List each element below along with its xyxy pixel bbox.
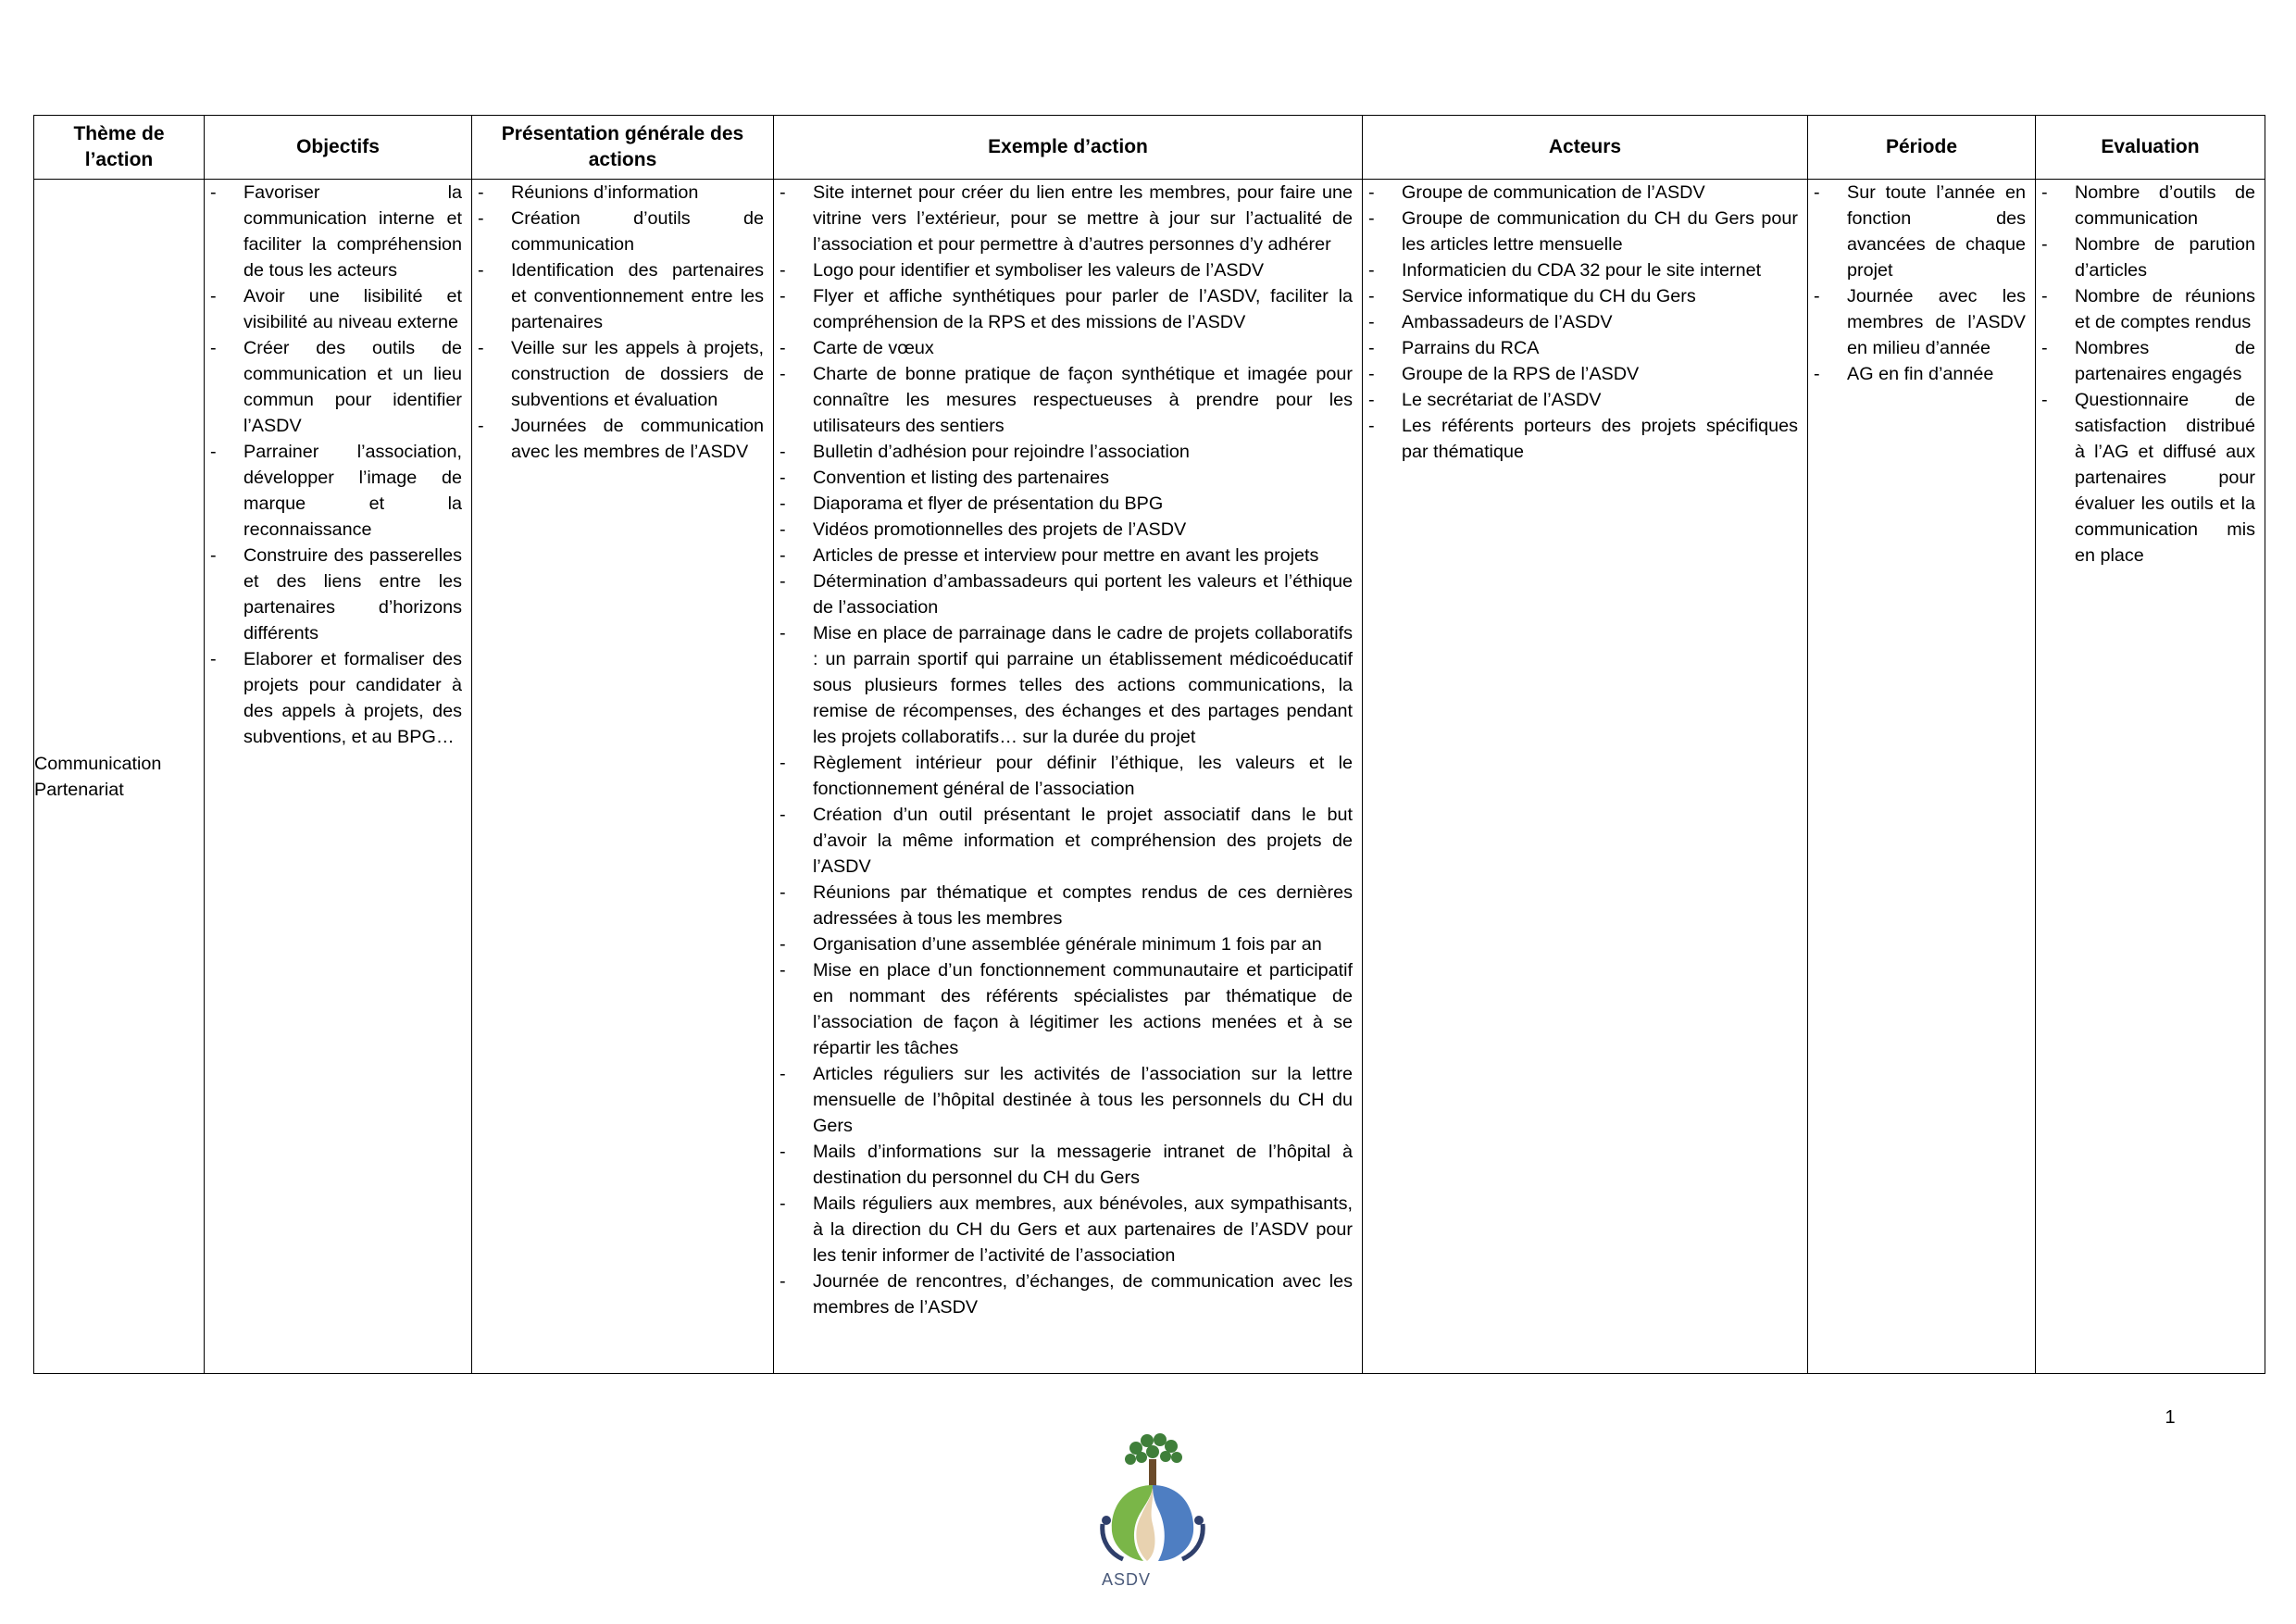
list-item: - Diaporama et flyer de présentation du BPG xyxy=(774,491,1362,517)
list-item: - Journée de rencontres, d’échanges, de communication avec les membres de l’ASDV xyxy=(774,1268,1362,1320)
header-acteurs: Acteurs xyxy=(1363,116,1808,180)
list-item: - Informaticien du CDA 32 pour le site internet xyxy=(1363,257,1807,283)
action-table xyxy=(33,115,2265,1374)
list-item: - Parrains du RCA xyxy=(1363,335,1807,361)
objectifs-list xyxy=(205,180,471,750)
list-item: - Mails réguliers aux membres, aux bénévoles, aux sympathisants, à la direction du CH du Gers et aux partenaires de l’ASDV pour les tenir informer de l’activité de l’association xyxy=(774,1191,1362,1268)
list-item: - Détermination d’ambassadeurs qui portent les valeurs et l’éthique de l’association xyxy=(774,568,1362,620)
list-item: - Ambassadeurs de l’ASDV xyxy=(1363,309,1807,335)
list-item: - AG en fin d’année xyxy=(1808,361,2035,387)
list-item: - Vidéos promotionnelles des projets de l’ASDV xyxy=(774,517,1362,543)
list-item: - Création d’un outil présentant le projet associatif dans le but d’avoir la même information et compréhension des projets de l’ASDV xyxy=(774,802,1362,880)
list-item: - Le secrétariat de l’ASDV xyxy=(1363,387,1807,413)
list-item: - Flyer et affiche synthétiques pour parler de l’ASDV, faciliter la compréhension de la RPS et des missions de l’ASDV xyxy=(774,283,1362,335)
list-item: - Avoir une lisibilité et visibilité au niveau externe xyxy=(205,283,471,335)
list-item: - Réunions par thématique et comptes rendus de ces dernières adressées à tous les membres xyxy=(774,880,1362,931)
periode-list xyxy=(1808,180,2035,387)
theme-label: Communication Partenariat xyxy=(34,753,162,800)
header-objectifs: Objectifs xyxy=(205,116,472,180)
list-item: - Service informatique du CH du Gers xyxy=(1363,283,1807,309)
list-item: - Mails d’informations sur la messagerie intranet de l’hôpital à destination du personnel du CH du Gers xyxy=(774,1139,1362,1191)
list-item: - Nombres de partenaires engagés xyxy=(2036,335,2265,387)
acteurs-cell xyxy=(1363,180,1808,1374)
list-item: - Créer des outils de communication et un lieu commun pour identifier l’ASDV xyxy=(205,335,471,439)
header-theme: Thème de l’action xyxy=(34,116,205,180)
list-item: - Identification des partenaires et conventionnement entre les partenaires xyxy=(472,257,773,335)
header-presentation: Présentation générale des actions xyxy=(472,116,774,180)
list-item: - Site internet pour créer du lien entre les membres, pour faire une vitrine vers l’extérieur, pour se mettre à jour sur l’actualité de l’association et pour permettre à d’autres personnes d’y adhérer xyxy=(774,180,1362,257)
header-evaluation: Evaluation xyxy=(2036,116,2265,180)
list-item: - Articles de presse et interview pour mettre en avant les projets xyxy=(774,543,1362,568)
list-item: - Charte de bonne pratique de façon synthétique et imagée pour connaître les mesures respectueuses à prendre pour les utilisateurs des sentiers xyxy=(774,361,1362,439)
list-item: - Journée avec les membres de l’ASDV en milieu d’année xyxy=(1808,283,2035,361)
table-row xyxy=(34,180,2265,1374)
acteurs-list xyxy=(1363,180,1807,465)
exemples-cell xyxy=(774,180,1363,1374)
list-item: - Groupe de communication de l’ASDV xyxy=(1363,180,1807,206)
presentation-list xyxy=(472,180,773,465)
list-item: - Journées de communication avec les membres de l’ASDV xyxy=(472,413,773,465)
presentation-cell xyxy=(472,180,774,1374)
list-item: - Logo pour identifier et symboliser les valeurs de l’ASDV xyxy=(774,257,1362,283)
list-item: - Groupe de la RPS de l’ASDV xyxy=(1363,361,1807,387)
logo-text: ASDV xyxy=(1102,1570,1152,1589)
list-item: - Bulletin d’adhésion pour rejoindre l’association xyxy=(774,439,1362,465)
list-item: - Nombre de parution d’articles xyxy=(2036,231,2265,283)
evaluation-cell xyxy=(2036,180,2265,1374)
list-item: - Parrainer l’association, développer l’image de marque et la reconnaissance xyxy=(205,439,471,543)
list-item: - Réunions d’information xyxy=(472,180,773,206)
list-item: - Carte de vœux xyxy=(774,335,1362,361)
list-item: - Questionnaire de satisfaction distribué à l’AG et diffusé aux partenaires pour évaluer les outils et la communication mis en place xyxy=(2036,387,2265,568)
list-item: - Favoriser la communication interne et faciliter la compréhension de tous les acteurs xyxy=(205,180,471,283)
list-item: - Sur toute l’année en fonction des avancées de chaque projet xyxy=(1808,180,2035,283)
list-item: - Règlement intérieur pour définir l’éthique, les valeurs et le fonctionnement général de l’association xyxy=(774,750,1362,802)
list-item: - Convention et listing des partenaires xyxy=(774,465,1362,491)
list-item: - Elaborer et formaliser des projets pour candidater à des appels à projets, des subventions, et au BPG… xyxy=(205,646,471,750)
list-item: - Création d’outils de communication xyxy=(472,206,773,257)
header-periode: Période xyxy=(1808,116,2036,180)
header-exemple: Exemple d’action xyxy=(774,116,1363,180)
theme-cell xyxy=(34,180,205,1374)
list-item: - Veille sur les appels à projets, construction de dossiers de subventions et évaluation xyxy=(472,335,773,413)
list-item: - Groupe de communication du CH du Gers pour les articles lettre mensuelle xyxy=(1363,206,1807,257)
asdv-tree-logo-icon xyxy=(1088,1431,1217,1570)
list-item: - Mise en place de parrainage dans le cadre de projets collaboratifs : un parrain sportif qui parraine un établissement médicoéducatif sous plusieurs formes telles des actions communications, la remise de récompenses, des échanges et des partages pendant les projets collaboratifs… sur la durée du projet xyxy=(774,620,1362,750)
evaluation-list xyxy=(2036,180,2265,568)
list-item: - Articles réguliers sur les activités de l’association sur la lettre mensuelle de l’hôpital destinée à tous les personnels du CH du Gers xyxy=(774,1061,1362,1139)
list-item: - Nombre de réunions et de comptes rendus xyxy=(2036,283,2265,335)
exemples-list xyxy=(774,180,1362,1320)
page-number: 1 xyxy=(2165,1407,2176,1428)
periode-cell xyxy=(1808,180,2036,1374)
list-item: - Les référents porteurs des projets spécifiques par thématique xyxy=(1363,413,1807,465)
list-item: - Organisation d’une assemblée générale minimum 1 fois par an xyxy=(774,931,1362,957)
header-row xyxy=(34,116,2265,180)
objectifs-cell xyxy=(205,180,472,1374)
list-item: - Nombre d’outils de communication xyxy=(2036,180,2265,231)
list-item: - Construire des passerelles et des liens entre les partenaires d’horizons différents xyxy=(205,543,471,646)
list-item: - Mise en place d’un fonctionnement communautaire et participatif en nommant des référents spécialistes par thématique de l’association de façon à légitimer les actions menées et à se répartir les tâches xyxy=(774,957,1362,1061)
